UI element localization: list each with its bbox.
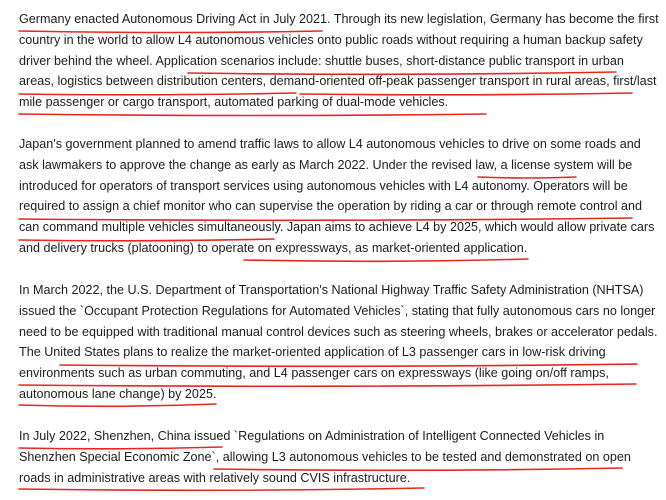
text-japan-goal: Japan aims to achieve L4 by 2025, which would allow private cars and delivery trucks (platooning) to operate [19,220,655,255]
paragraph-usa [19,280,659,405]
underline-germany-demand-2 [19,114,486,116]
highlight-japan-monitor: required to assign a chief monitor who can supervise the operation by riding a car or through remote control and can command multiple vehicles simultaneously. [19,199,643,235]
highlight-germany-demand: demand-oriented off-peak passenger transport in rural areas, first/last mile passenger or cargo transport, automated parking of dual-mode vehicles. [19,74,657,110]
text-japan-operators: will be introduced for operators of transport services using autonomous vehicles with L4 autonomy. Operators will be [19,157,633,193]
paragraph-japan [19,134,659,259]
text-germany-intro: Through its new legislation, Germany has become the first country in the world to allow L4 autonomous vehicles onto public roads without requiring a human backup safety driver behind the wheel. [19,12,659,68]
highlight-japan-license: a license system [497,157,598,172]
text-shenzhen-regulations: `Regulations on Administration of Intelligent Connected Vehicles in Shenzhen Special Economic Zone`, [19,429,605,464]
highlight-japan-expressways: on expressways, as market-oriented application. [257,240,528,255]
text-japan-intro: Japan's government planned to amend traffic laws to allow L4 autonomous vehicles to drive on some roads and ask lawmakers to approve the change as early as March 2022. Under the revised law, [19,137,641,172]
highlight-germany-act: Germany enacted Autonomous Driving Act in July 2021. [19,12,331,26]
highlight-germany-scenarios: Application scenarios include: shuttle buses, short-distance public transport in urban areas, logistics between distribution centers, [19,53,624,89]
paragraph-germany [19,9,659,113]
underline-japan-expressways [244,259,528,261]
highlight-usa-plans: The United States plans to realize the market-oriented application of L3 passenger cars in low-risk driving environments such as urban commuting, and L4 passenger cars on expressways (like going on/off ramps, autonomous lane change) by 2025. [19,345,609,401]
paragraph-shenzhen [19,426,659,488]
highlight-shenzhen-issued: In July 2022, Shenzhen, China issued [19,429,231,443]
text-usa-intro: In March 2022, the U.S. Department of Transportation's National Highway Traffic Safety Administration (NHTSA) issued the `Occupant Protection Regulations for Automated Vehicles`, stating that fully autonomous cars no longer need to be equipped with traditional manual control devices such as steering wheels, brakes or accelerator pedals. [19,283,658,339]
highlight-shenzhen-allowing: allowing L3 autonomous vehicles to be tested and demonstrated on open roads in administrative areas with relatively sound CVIS infrastructure. [19,449,631,485]
